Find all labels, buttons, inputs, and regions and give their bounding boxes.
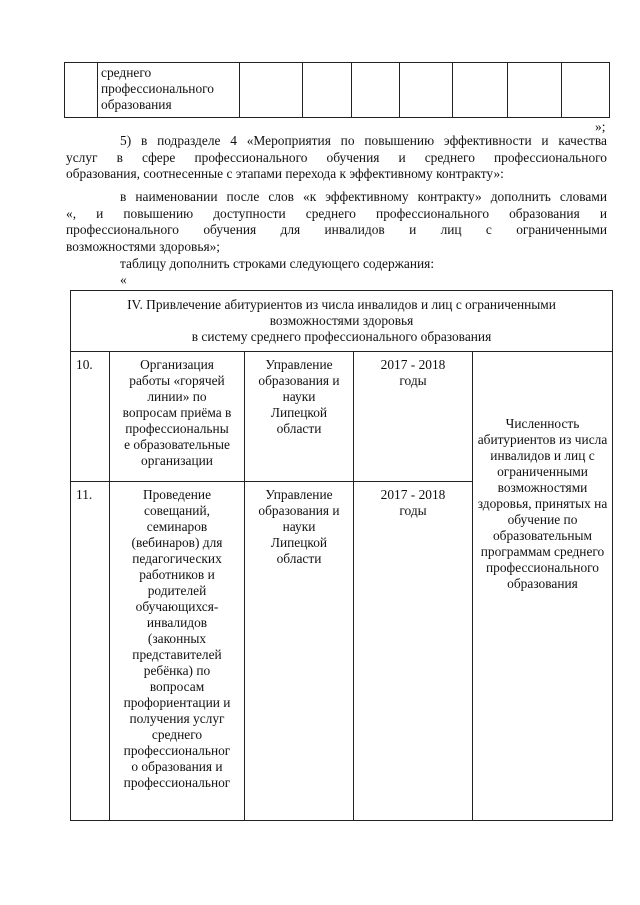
paragraph-name-change	[66, 189, 607, 255]
text-line: в наименовании после слов «к эффективному контракту» дополнить словами	[120, 189, 607, 204]
activity-cell: Проведение совещаний, семинаров (вебинаров) для педагогических работников и родителей обучающихся- инвалидов (законных представителей ребёнка) по вопросам профориентации и получения услуг среднего профессиональног о образования и профессиональног	[110, 482, 245, 821]
activities-table	[70, 290, 613, 821]
text-line: профессионального обучения для инвалидов и лиц с ограниченными	[66, 222, 607, 237]
opening-quote-line	[66, 272, 607, 289]
closing-quote: »;	[595, 119, 606, 134]
table-cell	[400, 63, 453, 118]
executor-cell: Управление образования и науки Липецкой области	[245, 482, 354, 821]
indicator-cell: Численность абитуриентов из числа инвалидов и лиц с ограниченными возможностями здоровья, принятых на обучение по образовательным программам среднего профессионального образования	[473, 352, 613, 821]
table-cell	[65, 63, 98, 118]
section-header-row	[71, 291, 613, 352]
table-row	[71, 352, 613, 482]
text-line: 5) в подразделе 4 «Мероприятия по повышению эффективности и качества	[120, 133, 607, 148]
paragraph-5	[66, 133, 607, 183]
table-cell	[508, 63, 562, 118]
row-label-line: образования	[101, 97, 172, 112]
section-title: IV. Привлечение абитуриентов из числа инвалидов и лиц с ограниченными возможностями здоровья в систему среднего профессионального образования	[71, 291, 613, 352]
row-label-line: профессионального	[101, 81, 214, 96]
opening-quote: «	[120, 272, 127, 287]
activity-cell: Организация работы «горячей линии» по вопросам приёма в профессиональны е образовательные организации	[110, 352, 245, 482]
executor-cell: Управление образования и науки Липецкой области	[245, 352, 354, 482]
row-label-cell	[98, 63, 240, 118]
period-cell: 2017 - 2018 годы	[354, 352, 473, 482]
text-line: «, и повышению доступности среднего профессионального образования и	[66, 205, 607, 221]
text-line: таблицу дополнить строками следующего содержания:	[120, 256, 435, 271]
period-cell: 2017 - 2018 годы	[354, 482, 473, 821]
paragraph-table-add	[66, 256, 607, 273]
table-cell	[303, 63, 352, 118]
text-line: образования, соотнесенные с этапами перехода к эффективному контракту»:	[66, 166, 504, 181]
text-line: услуг в сфере профессионального обучения и среднего профессионального	[66, 149, 607, 165]
row-number: 10.	[71, 352, 110, 482]
table-cell	[453, 63, 508, 118]
previous-table-fragment	[64, 62, 610, 118]
row-number: 11.	[71, 482, 110, 821]
table-row	[65, 63, 610, 118]
text-line: возможностями здоровья»;	[66, 238, 221, 254]
table-cell	[352, 63, 400, 118]
table-cell	[240, 63, 303, 118]
table-cell	[562, 63, 610, 118]
row-label-line: среднего	[101, 65, 152, 80]
